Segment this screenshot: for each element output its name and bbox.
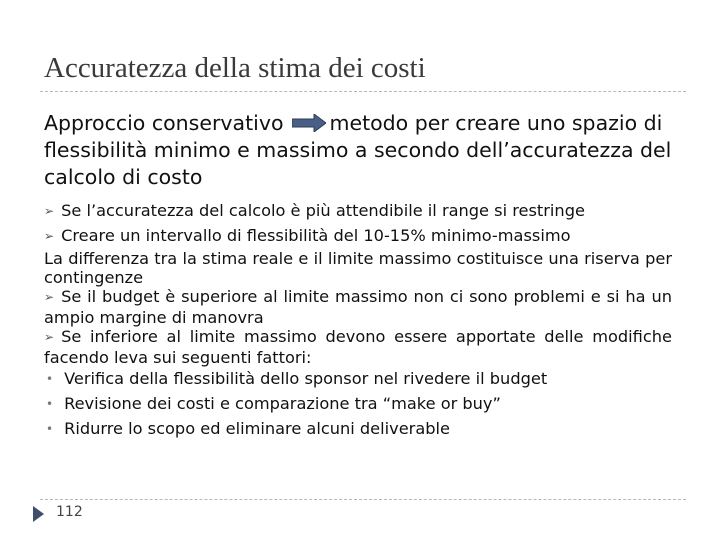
list-item: ➢ Se inferiore al limite massimo devono essere apportate delle modifiche facendo leva sui seguenti fattori: (44, 327, 672, 367)
slide-title: Accuratezza della stima dei costi (44, 52, 426, 84)
list-item: • Ridurre lo scopo ed eliminare alcuni deliverable (46, 419, 450, 438)
right-arrow-icon (292, 114, 326, 132)
footer-divider (40, 499, 686, 500)
arrowhead-bullet-icon: ➢ (44, 290, 55, 304)
list-item: ➢ Creare un intervallo di flessibilità del 10-15% minimo-massimo (44, 226, 571, 245)
title-divider (40, 91, 686, 92)
arrowhead-bullet-icon: ➢ (44, 229, 55, 243)
intro-paragraph (44, 110, 684, 191)
dot-bullet-icon: • (46, 372, 54, 386)
triangle-marker-icon (33, 506, 44, 522)
reserve-paragraph: La differenza tra la stima reale e il limite massimo costituisce una riserva per contingenze (44, 249, 672, 287)
intro-lead: Approccio conservativo (44, 111, 284, 135)
intro-rest: metodo per creare uno spazio di flessibilità minimo e massimo a secondo dell’accuratezza del calcolo di costo (44, 111, 672, 189)
list-item: • Verifica della flessibilità dello sponsor nel rivedere il budget (46, 369, 548, 388)
content-body (44, 199, 672, 442)
list-item: ➢ Se il budget è superiore al limite massimo non ci sono problemi e si ha un ampio margine di manovra (44, 287, 672, 327)
dot-bullet-icon: • (46, 397, 54, 411)
list-item: ➢ Se l’accuratezza del calcolo è più attendibile il range si restringe (44, 201, 585, 220)
page-number: 112 (56, 504, 83, 520)
dot-bullet-icon: • (46, 422, 54, 436)
list-item: • Revisione dei costi e comparazione tra “make or buy” (46, 394, 501, 413)
arrowhead-bullet-icon: ➢ (44, 204, 55, 218)
arrowhead-bullet-icon: ➢ (44, 330, 55, 344)
